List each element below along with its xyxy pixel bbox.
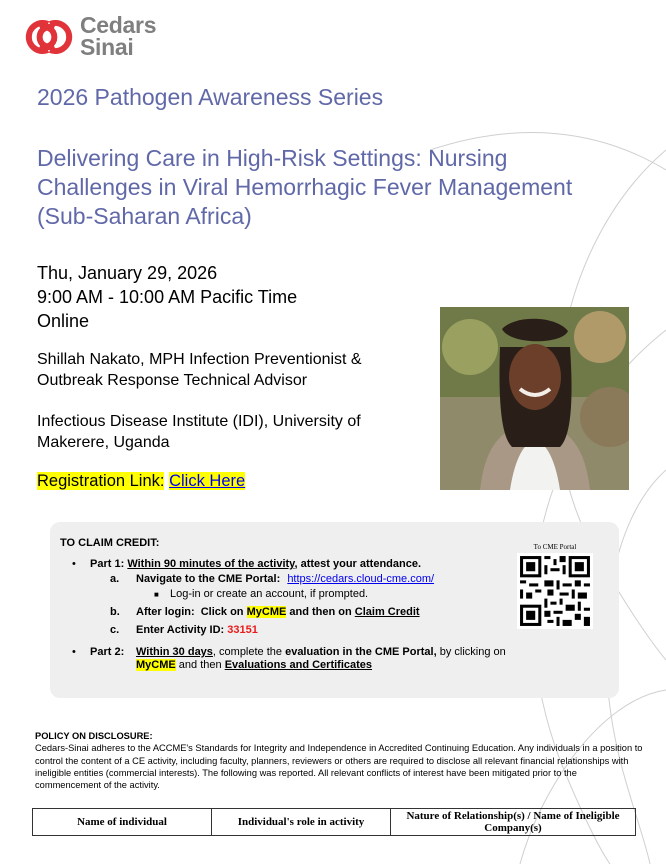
bullet-icon: • [72,646,76,658]
part1-deadline: Within 90 minutes of the activity [127,558,295,570]
sub-bullet-text: Log-in or create an account, if prompted. [170,588,369,600]
part2-text2: evaluation in the CME Portal, [285,646,437,658]
step-b-text2: Click on [200,606,244,618]
step-b-text3: and then on [289,606,352,618]
part2-text1: , complete the [212,646,283,658]
logo-text-line1: Cedars [80,12,157,38]
part2-evaluations: Evaluations and Certificates [224,659,373,671]
part1-text: , attest your attendance. [294,558,422,570]
event-title: Delivering Care in High-Risk Settings: Nursing Challenges in Viral Hemorrhagic Fever Management (Sub-Saharan Africa) [37,145,573,229]
logo-text-line2: Sinai [80,34,134,60]
event-time: 9:00 AM - 10:00 AM Pacific Time [37,287,298,307]
table-header-role: Individual's role in activity [212,809,391,836]
logo-mark-icon [18,14,80,60]
step-c-text: Enter Activity ID: [136,624,225,636]
cedars-sinai-logo [18,14,178,64]
step-b-text1: After login: [136,606,195,618]
policy-heading: POLICY ON DISCLOSURE: [35,731,153,741]
table-header-name: Name of individual [33,809,212,836]
claim-heading: TO CLAIM CREDIT: [60,537,160,549]
registration-link[interactable]: Click Here [169,472,246,490]
step-b-marker: b. [110,606,120,618]
part2-text4: and then [178,659,222,671]
part1-step-b [60,605,520,620]
qr-code[interactable] [517,553,593,629]
registration-line [37,472,245,491]
series-title: 2026 Pathogen Awareness Series [37,84,384,110]
table-header-row [33,809,636,836]
disclosure-policy [35,730,645,791]
cme-portal-link[interactable]: https://cedars.cloud-cme.com/ [287,573,435,585]
part1-label: Part 1: [90,558,125,570]
speaker-photo [440,307,629,490]
step-a-text: Navigate to the CME Portal: [136,573,281,585]
table-header-relationship: Nature of Relationship(s) / Name of Ineligible Company(s) [391,809,636,836]
step-a-marker: a. [110,573,120,585]
registration-label: Registration Link: [37,472,165,490]
disclosure-table [32,808,636,836]
bullet-icon: • [72,558,76,570]
policy-body: Cedars-Sinai adheres to the ACCME's Standards for Integrity and Independence in Accredited Continuing Education. Any individuals in a position to control the content of a CE activity, including faculty, planners, reviewers or others are required to disclose all relevant financial relationships with ineligible entities (commercial interests). The following was reported. All relevant conflicts of interest have been mitigated prior to the commencement of the activity. [35,743,643,791]
square-bullet-icon: ■ [154,590,159,599]
event-location: Online [37,311,90,331]
claim-instructions [60,536,520,672]
step-b-mycme: MyCME [246,606,287,618]
event-info [37,261,297,333]
part2-item [60,646,520,672]
step-c-marker: c. [110,624,120,636]
part2-mycme: MyCME [136,659,176,671]
part2-label: Part 2: [90,646,125,658]
event-date: Thu, January 29, 2026 [37,263,218,283]
speaker-organization: Infectious Disease Institute (IDI), University of Makerere, Uganda [37,413,361,451]
part1-sub-bullet [60,587,520,602]
part1-item [60,557,520,572]
part1-step-c [60,623,520,638]
part2-deadline: Within 30 days [136,646,213,658]
part1-step-a [60,572,520,587]
qr-caption: To CME Portal [533,543,577,551]
activity-id: 33151 [227,624,258,636]
step-b-claim-credit: Claim Credit [354,606,420,618]
speaker-name: Shillah Nakato, MPH Infection Preventionist & Outbreak Response Technical Advisor [37,351,362,389]
part2-text3: by clicking on [439,646,506,658]
